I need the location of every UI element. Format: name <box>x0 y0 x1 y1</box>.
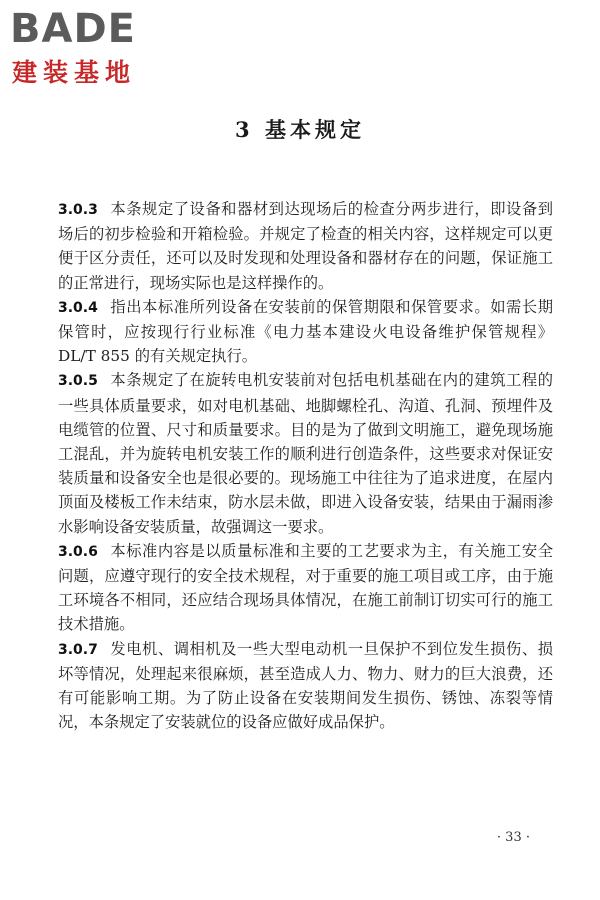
clause-3-0-6 <box>58 539 553 637</box>
publisher-logo <box>10 6 175 90</box>
clause-number: 3.0.5 <box>58 373 98 390</box>
clause-text: 本条规定了在旋转电机安装前对包括电机基础在内的建筑工程的一些具体质量要求，如对电机基础、地脚螺栓孔、沟道、孔洞、预埋件及电缆管的位置、尺寸和质量要求。目的是为了做到文明施工，避免现场施工混乱，并为旋转电机安装工作的顺利进行创造条件，这些要求对保证安装质量和设备安全也是很必要的。现场施工中往往为了追求进度，在屋内顶面及楼板工作未结束，防水层未做，即进入设备安装，结果由于漏雨渗水影响设备安装质量，故强调这一要求。 <box>58 371 553 536</box>
clause-text: 指出本标准所列设备在安装前的保管期限和保管要求。如需长期保管时，应按现行行业标准《电力基本建设火电设备维护保管规程》DL/T 855 的有关规定执行。 <box>58 297 553 366</box>
clause-text: 发电机、调相机及一些大型电动机一旦保护不到位发生损伤、损坏等情况，处理起来很麻烦，甚至造成人力、物力、财力的巨大浪费，还有可能影响工期。为了防止设备在安装期间发生损伤、锈蚀、冻裂等情况，本条规定了安装就位的设备应做好成品保护。 <box>58 639 553 732</box>
clause-3-0-4 <box>58 295 553 369</box>
logo-subtitle: 建装基地 <box>12 58 137 87</box>
clause-3-0-7 <box>58 637 553 735</box>
chapter-title: 3 基本规定 <box>235 117 365 142</box>
clause-3-0-3 <box>58 197 553 295</box>
clause-list <box>58 197 553 734</box>
clause-text: 本标准内容是以质量标准和主要的工艺要求为主，有关施工安全问题，应遵守现行的安全技术规程，对于重要的施工项目或工序，由于施工环境各不相同，还应结合现场具体情况，在施工前制订切实可行的施工技术措施。 <box>58 541 553 634</box>
logo-wordmark: BADE <box>10 6 136 52</box>
clause-text: 本条规定了设备和器材到达现场后的检查分两步进行，即设备到场后的初步检验和开箱检验。并规定了检查的相关内容，这样规定可以更便于区分责任，还可以及时发现和处理设备和器材存在的问题，保证施工的正常进行，现场实际也是这样操作的。 <box>58 200 553 292</box>
clause-3-0-5 <box>58 368 553 538</box>
page-number: · 33 · <box>496 830 530 845</box>
clause-number: 3.0.6 <box>58 543 98 560</box>
clause-number: 3.0.7 <box>58 641 98 658</box>
clause-number: 3.0.3 <box>58 202 98 218</box>
clause-number: 3.0.4 <box>58 299 98 316</box>
